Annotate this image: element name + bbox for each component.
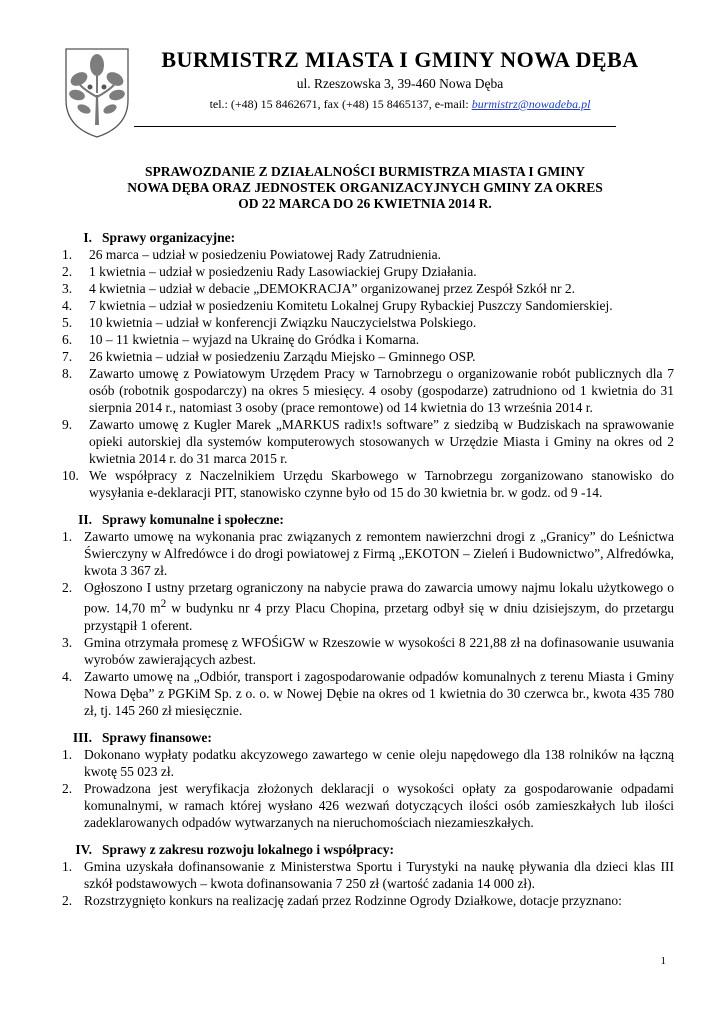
list-item: 2. Prowadzona jest weryfikacja złożonych deklaracji o wysokości opłaty za gospodarowanie odpadami komunalnymi, w ramach której wysłano 426 wezwań dotyczących ilości osób zamieszkałych lub ilości zadeklarowanych odpadów wytwarzanych na nieruchomościach niezamieszkałych.: [62, 780, 674, 830]
list-item: 1. Zawarto umowę na wykonania prac związanych z remontem nawierzchni drogi z „Granicy” do Leśnictwa Świerczyny w Alfredówce i do drogi powiatowej z Firmą „EKOTON – Zieleń i Budownictwo”, Alfredówka, kwota 3 367 zł.: [62, 529, 674, 578]
letterhead: [140, 46, 660, 114]
section-communal: [62, 511, 674, 719]
section-heading: [62, 841, 674, 858]
list-item: 2. Ogłoszono I ustny przetarg ograniczony na nabycie prawa do zawarcia umowy najmu lokalu użytkowego o pow. 14,70 $m^2$ w budynku nr 4 przy Placu Chopina, przetarg odbył się w dniu dzisiejszym, do przetargu przystąpił 1 oferent.: [62, 580, 674, 633]
contact-prefix: tel.: (+48) 15 8462671, fax (+48) 15 8465137, e-mail:: [209, 97, 472, 111]
list-item: 1. Dokonano wypłaty podatku akcyzowego zawartego w cenie oleju napędowego dla 138 rolników na łączną kwotę 55 023 zł.: [62, 746, 674, 779]
section-title: Sprawy z zakresu rozwoju lokalnego i współpracy:: [102, 841, 395, 857]
letterhead-address: ul. Rzeszowska 3, 39-460 Nowa Dęba: [296, 76, 504, 91]
list-item: 8. Zawarto umowę z Powiatowym Urzędem Pracy w Tarnobrzegu o organizowanie robót publicznych dla 7 osób (robotnik gospodarczy) na okres 5 miesięcy. 4 osoby (gospodarze) zatrudniono od 1 kwietnia do 31 sierpnia 2014 r., natomiast 3 osoby (prace remontowe) od 14 kwietnia do 13 września 2014 r.: [62, 366, 674, 415]
section-financial: [62, 729, 674, 831]
section-numeral: II.: [78, 512, 92, 527]
list-item: 2. 1 kwietnia – udział w posiedzeniu Rady Lasowiackiej Grupy Działania.: [62, 264, 477, 279]
section-numeral: III.: [72, 729, 92, 745]
report-title-line: NOWA DĘBA ORAZ JEDNOSTEK ORGANIZACYJNYCH GMINY ZA OKRES: [127, 180, 603, 195]
list-item: 1. Gmina uzyskała dofinansowanie z Ministerstwa Sportu i Turystyki na naukę pływania dla dzieci klas III szkół podstawowych – kwota dofinansowania 7 250 zł (wartość zadania 14 000 zł).: [62, 858, 674, 891]
letterhead-title: BURMISTRZ MIASTA I GMINY NOWA DĘBA: [161, 47, 639, 72]
list-item: 1. 26 marca – udział w posiedzeniu Powiatowej Rady Zatrudnienia.: [62, 247, 442, 262]
list-item: 3. 4 kwietnia – udział w debacie „DEMOKRACJA” organizowanej przez Zespół Szkół nr 2.: [62, 281, 575, 296]
list-item: 6. 10 – 11 kwietnia – wyjazd na Ukrainę do Gródka i Komarna.: [62, 332, 420, 347]
oak-crest-icon: [62, 45, 132, 140]
section-local-development: [62, 841, 674, 909]
report-body: [62, 229, 674, 919]
list-item: 10. We współpracy z Naczelnikiem Urzędu Skarbowego w Tarnobrzegu zorganizowano stanowisko do wysyłania e-deklaracji PIT, stanowisko czynne było od 15 do 30 kwietnia br. w godz. od 9 -14.: [62, 468, 674, 500]
list-item: 4. 7 kwietnia – udział w posiedzeniu Komitetu Lokalnej Grupy Rybackiej Puszczy Sandomierskiej.: [62, 298, 613, 313]
list-item: 5. 10 kwietnia – udział w konferencji Związku Nauczycielstwa Polskiego.: [62, 315, 477, 330]
section-title: Sprawy organizacyjne:: [102, 230, 236, 245]
section-title: Sprawy finansowe:: [102, 729, 212, 745]
section-heading: [62, 511, 674, 528]
report-title-line: OD 22 MARCA DO 26 KWIETNIA 2014 R.: [238, 196, 492, 211]
section-numeral: I.: [83, 230, 92, 245]
letterhead-contact: [140, 94, 660, 114]
header-divider: [134, 126, 616, 127]
list-item: 7. 26 kwietnia – udział w posiedzeniu Zarządu Miejsko – Gminnego OSP.: [62, 349, 476, 364]
email-link[interactable]: burmistrz@nowadeba.pl: [471, 97, 591, 111]
list-item: 9. Zawarto umowę z Kugler Marek „MARKUS radix!s software” z siedzibą w Budziskach na sprawowanie opieki autorskiej dla systemów komputerowych stosowanych w Urzędzie Miasta i Gminy na okres od 2 kwietnia 2014 r. do 31 marca 2015 r.: [62, 417, 674, 466]
report-title: [70, 164, 660, 212]
list-item: 2. Rozstrzygnięto konkurs na realizację zadań przez Rodzinne Ogrody Działkowe, dotacje przyznano:: [62, 892, 622, 908]
page-number: 1: [660, 955, 666, 967]
section-heading: [62, 729, 674, 746]
report-title-line: SPRAWOZDANIE Z DZIAŁALNOŚCI BURMISTRZA MIASTA I GMINY: [144, 164, 586, 179]
section-numeral: IV.: [75, 841, 92, 857]
section-title: Sprawy komunalne i społeczne:: [102, 512, 284, 527]
section-heading: [62, 229, 674, 246]
section-organizational: [62, 229, 674, 501]
list-item: 4. Zawarto umowę na „Odbiór, transport i zagospodarowanie odpadów komunalnych z terenu Miasta i Gminy Nowa Dęba” z PGKiM Sp. z o. o. w Nowej Dębie na okres od 1 kwietnia do 30 czerwca br., kwota 435 780 zł, tj. 145 260 zł miesięcznie.: [62, 668, 674, 718]
list-item: 3. Gmina otrzymała promesę z WFOŚiGW w Rzeszowie w wysokości 8 221,88 zł na dofinasowanie usuwania wyrobów zawierających azbest.: [62, 634, 674, 667]
